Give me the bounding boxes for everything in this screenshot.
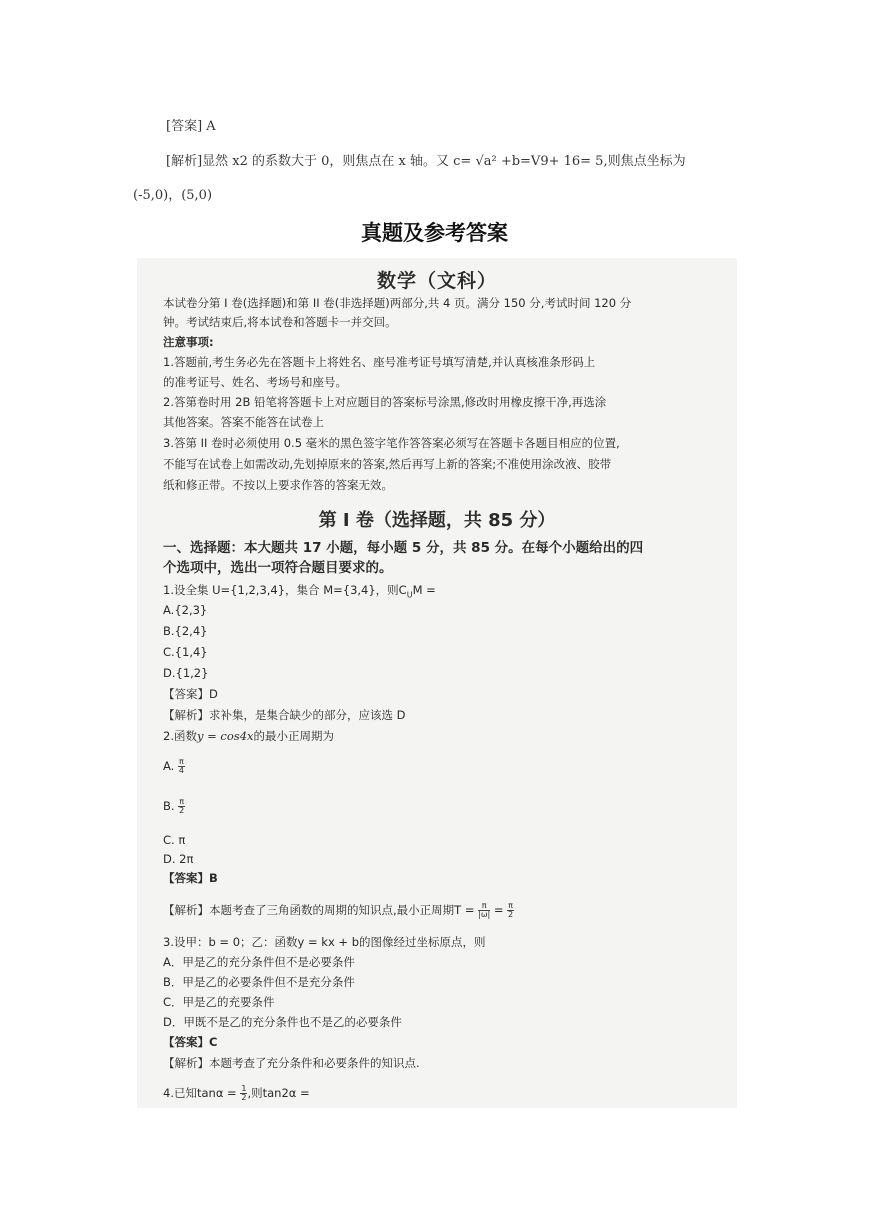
q1-option-d: D.{1,2} [163,666,209,680]
q2-a-num: π [178,757,184,766]
q1-option-a: A.{2,3} [163,603,208,617]
q2-exp-den: |ω| [478,910,491,919]
q2-option-a [163,758,185,775]
q4-end: ,则tan2α = [247,1086,310,1100]
question-3: 3.设甲：b = 0；乙：函数y = kx + b的图像经过坐标原点，则 [163,935,486,949]
q4-text: 4.已知tanα = [163,1086,237,1100]
q1-subscript: U [406,590,413,600]
q1-explanation: 【解析】求补集，是集合缺少的部分，应该选 D [163,708,406,722]
q1-answer: 【答案】D [163,687,218,701]
q1-option-b: B.{2,4} [163,624,208,638]
section-desc-1: 一、选择题：本大题共 17 小题，每小题 5 分，共 85 分。在每个小题给出的四 [163,540,644,556]
scanned-exam-image [137,258,737,1108]
answer-line: [答案] A [166,119,216,134]
q2-exp-den-2: 2 [508,910,514,919]
notice-2a: 2.答第卷时用 2B 铅笔将答题卡上对应题目的答案标号涂黑,修改时用橡皮擦干净,再选涂 [163,395,607,409]
q2-a-den: 4 [178,766,184,775]
q2-answer: 【答案】B [163,871,218,885]
q1-text: 1.设全集 U={1,2,3,4}，集合 M={3,4}，则C [163,583,407,597]
q1-option-c: C.{1,4} [163,645,208,659]
analysis-line-1: [解析]显然 x2 的系数大于 0，则焦点在 x 轴。又 c= √a² +b=V9+ 16= 5,则焦点坐标为 [166,154,686,169]
q2-b-den: 2 [179,806,185,815]
notice-3c: 纸和修正带。不按以上要求作答的答案无效。 [163,478,393,492]
q2-exp-num-2: π [508,901,513,910]
q2-formula: y = cos4x [196,729,254,743]
q2-option-b [163,798,185,815]
notice-title: 注意事项: [163,335,214,349]
q3-option-a: A．甲是乙的充分条件但不是必要条件 [163,955,355,969]
notice-1b: 的准考证号、姓名、考场号和座号。 [163,375,347,389]
exam-header: 数学（文科） [376,270,497,292]
q3-option-d: D．甲既不是乙的充分条件也不是乙的必要条件 [163,1015,402,1029]
question-2 [163,729,334,744]
q2-exp-fraction-2 [507,902,514,919]
notice-1a: 1.答题前,考生务必先在答题卡上将姓名、座号准考证号填写清楚,并认真核准条形码上 [163,355,596,369]
q3-option-c: C．甲是乙的充要条件 [163,995,275,1009]
q2-text: 2.函数 [163,729,197,743]
q4-den: 2 [241,1093,247,1102]
q3-explanation: 【解析】本题考查了充分条件和必要条件的知识点. [163,1056,420,1070]
q2-b-num: π [179,797,185,806]
q3-answer: 【答案】C [163,1035,218,1049]
q2-b-label: B. [163,799,175,813]
notice-3a: 3.答第 II 卷时必须使用 0.5 毫米的黑色签字笔作答答案必须写在答题卡各题目相应的位置, [163,436,620,450]
question-4 [163,1085,310,1102]
q2-b-fraction [178,798,185,815]
question-1 [163,583,436,602]
q1-end: M = [412,583,436,597]
section-desc-2: 个选项中，选出一项符合题目要求的。 [163,560,393,576]
analysis-line-2: (-5,0)，(5,0) [133,188,213,203]
intro-line-1: 本试卷分第 I 卷(选择题)和第 II 卷(非选择题)两部分,共 4 页。满分 150 分,考试时间 120 分 [163,296,632,310]
q3-option-b: B．甲是乙的必要条件但不是充分条件 [163,975,355,989]
q4-num: 1 [241,1084,247,1093]
q2-end: 的最小正周期为 [253,729,334,743]
q2-exp-num: π [478,902,490,911]
q2-option-c: C. π [163,833,186,847]
page-title: 真题及参考答案 [361,220,508,245]
q2-exp-text: 【解析】本题考查了三角函数的周期的知识点,最小正周期T = [163,903,475,917]
q2-exp-equals: = [493,903,504,917]
q2-a-label: A. [163,759,175,773]
q2-explanation [163,902,514,919]
q2-exp-fraction-1 [478,902,490,919]
q2-a-fraction [178,758,185,775]
notice-3b: 不能写在试卷上如需改动,先划掉原来的答案,然后再写上新的答案;不准使用涂改液、胶带 [163,457,612,471]
section-title: 第 I 卷（选择题，共 85 分） [318,510,556,531]
q2-option-d: D. 2π [163,852,194,866]
intro-line-2: 钟。考试结束后,将本试卷和答题卡一并交回。 [163,315,397,329]
notice-2b: 其他答案。答案不能答在试卷上 [163,415,324,429]
